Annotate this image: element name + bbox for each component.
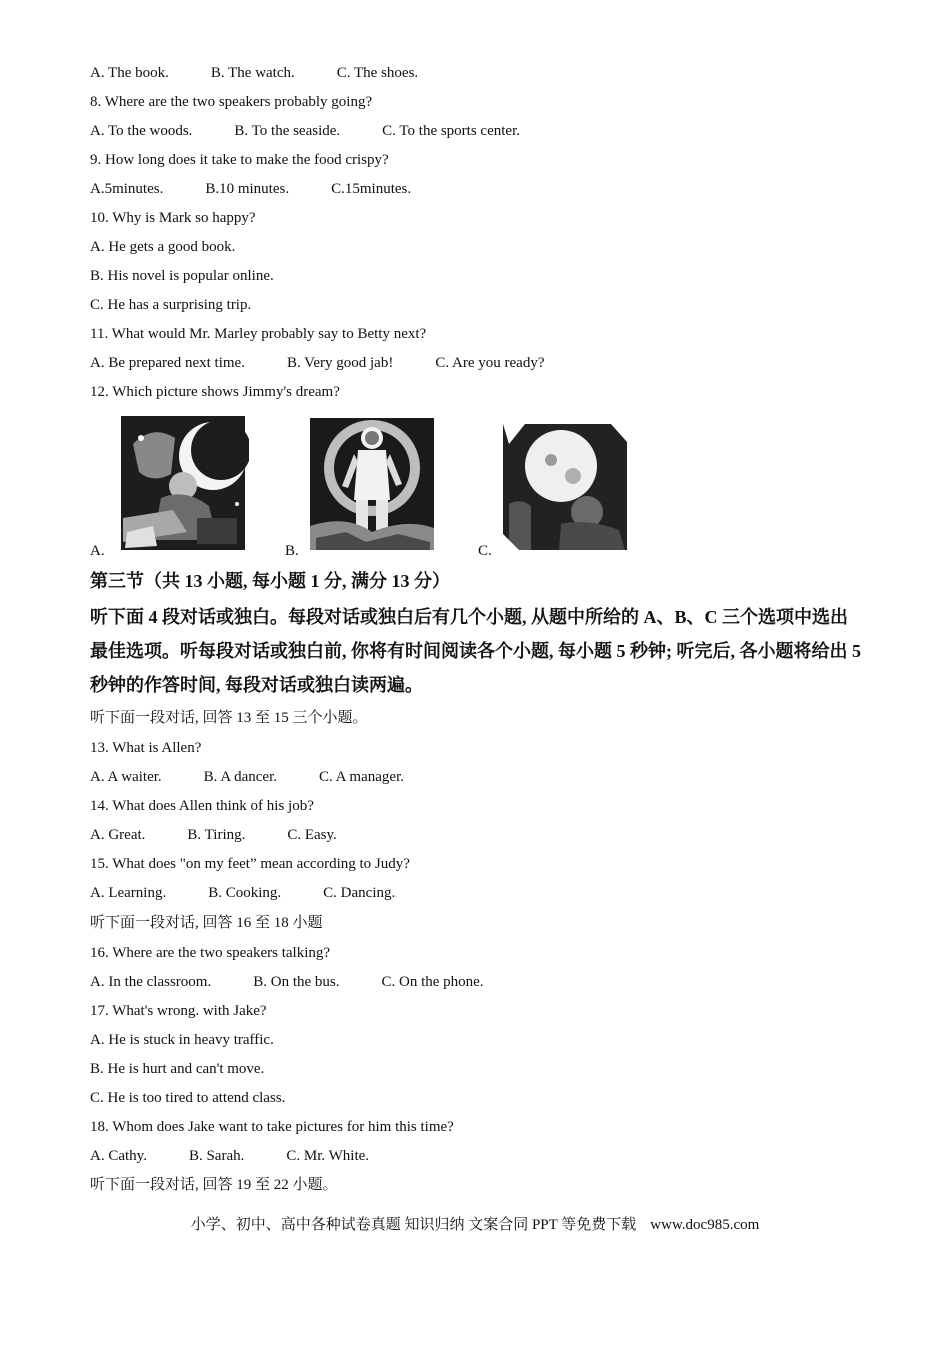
- q18-option-b[interactable]: B. Sarah.: [188, 1148, 245, 1164]
- q18-option-c[interactable]: C. Mr. White.: [286, 1148, 370, 1164]
- q11-option-c[interactable]: C. Are you ready?: [435, 355, 545, 371]
- q8-option-a[interactable]: A. To the woods.: [90, 123, 193, 139]
- q13-options: [90, 767, 404, 787]
- group2-instruction: 听下面一段对话, 回答 16 至 18 小题: [90, 915, 323, 931]
- q7-option-a[interactable]: A. The book.: [90, 65, 169, 81]
- section3-instructions: 听下面 4 段对话或独白。每段对话或独白后有几个小题, 从题中所给的 A、B、C 三个选项中选出最佳选项。听每段对话或独白前, 你将有时间阅读各个小题, 每小题 5 秒钟; 听完后, 各小题将给出 5 秒钟的作答时间, 每段对话或独白读两遍。: [90, 607, 861, 695]
- q9-option-a[interactable]: A.5minutes.: [90, 181, 164, 197]
- q16-option-a[interactable]: A. In the classroom.: [90, 974, 212, 990]
- q10-option-c[interactable]: C. He has a surprising trip.: [90, 297, 252, 313]
- q14-options: [90, 825, 337, 845]
- q12-question: 12. Which picture shows Jimmy's dream?: [90, 384, 340, 400]
- q13-option-a[interactable]: A. A waiter.: [90, 769, 162, 785]
- q14-option-b[interactable]: B. Tiring.: [187, 827, 246, 843]
- q12-label-b[interactable]: B.: [285, 543, 299, 559]
- q15-option-b[interactable]: B. Cooking.: [208, 885, 282, 901]
- group3-instruction: 听下面一段对话, 回答 19 至 22 小题。: [90, 1177, 338, 1193]
- q14-option-c[interactable]: C. Easy.: [287, 827, 337, 843]
- page-footer: [0, 1215, 950, 1235]
- q13-option-b[interactable]: B. A dancer.: [203, 769, 277, 785]
- q17-option-a[interactable]: A. He is stuck in heavy traffic.: [90, 1032, 274, 1048]
- q15-question: 15. What does "on my feet” mean according to Judy?: [90, 856, 410, 872]
- q18-option-a[interactable]: A. Cathy.: [90, 1148, 147, 1164]
- q17-option-b[interactable]: B. He is hurt and can't move.: [90, 1061, 265, 1077]
- q7-option-b[interactable]: B. The watch.: [210, 65, 295, 81]
- q13-option-c[interactable]: C. A manager.: [319, 769, 404, 785]
- q11-options: [90, 353, 544, 373]
- q11-option-a[interactable]: A. Be prepared next time.: [90, 355, 245, 371]
- q16-question: 16. Where are the two speakers talking?: [90, 945, 331, 961]
- q8-options: [90, 121, 520, 141]
- q14-option-a[interactable]: A. Great.: [90, 827, 146, 843]
- q11-question: 11. What would Mr. Marley probably say to Betty next?: [90, 326, 427, 342]
- q10-option-a[interactable]: A. He gets a good book.: [90, 239, 236, 255]
- q16-options: [90, 972, 484, 992]
- q9-option-c[interactable]: C.15minutes.: [331, 181, 412, 197]
- q18-question: 18. Whom does Jake want to take pictures for him this time?: [90, 1119, 454, 1135]
- q10-question: 10. Why is Mark so happy?: [90, 210, 256, 226]
- q10-option-b[interactable]: B. His novel is popular online.: [90, 268, 274, 284]
- q14-question: 14. What does Allen think of his job?: [90, 798, 314, 814]
- q16-option-c[interactable]: C. On the phone.: [381, 974, 484, 990]
- q8-option-b[interactable]: B. To the seaside.: [234, 123, 341, 139]
- q15-options: [90, 883, 398, 905]
- q11-option-b[interactable]: B. Very good jab!: [286, 355, 394, 371]
- q9-options: [90, 179, 411, 199]
- q7-option-c[interactable]: C. The shoes.: [336, 65, 419, 81]
- q12-picture-b[interactable]: [306, 414, 438, 554]
- q12-picture-a[interactable]: [113, 414, 249, 554]
- footer-link[interactable]: www.doc985.com: [650, 1217, 760, 1233]
- q7-options: [90, 63, 418, 83]
- q18-options: [90, 1146, 369, 1166]
- footer-text: 小学、初中、高中各种试卷真题 知识归纳 文案合同 PPT 等免费下载: [190, 1217, 637, 1233]
- q15-option-a[interactable]: A. Learning.: [90, 885, 167, 901]
- q8-question: 8. Where are the two speakers probably going?: [90, 94, 373, 110]
- stray-mark: .: [395, 889, 398, 900]
- q9-question: 9. How long does it take to make the food crispy?: [90, 152, 389, 168]
- q17-option-c[interactable]: C. He is too tired to attend class.: [90, 1090, 286, 1106]
- section3-heading: 第三节（共 13 小题, 每小题 1 分, 满分 13 分）: [90, 571, 450, 591]
- q12-label-c[interactable]: C.: [478, 543, 492, 559]
- q12-label-a[interactable]: A.: [90, 543, 105, 559]
- q13-question: 13. What is Allen?: [90, 740, 202, 756]
- q17-question: 17. What's wrong. with Jake?: [90, 1003, 267, 1019]
- q9-option-b[interactable]: B.10 minutes.: [205, 181, 290, 197]
- q8-option-c[interactable]: C. To the sports center.: [382, 123, 520, 139]
- group1-instruction: 听下面一段对话, 回答 13 至 15 三个小题。: [90, 710, 368, 726]
- q12-picture-c[interactable]: [501, 414, 629, 554]
- q16-option-b[interactable]: B. On the bus.: [253, 974, 340, 990]
- q15-option-c[interactable]: C. Dancing.: [323, 885, 396, 901]
